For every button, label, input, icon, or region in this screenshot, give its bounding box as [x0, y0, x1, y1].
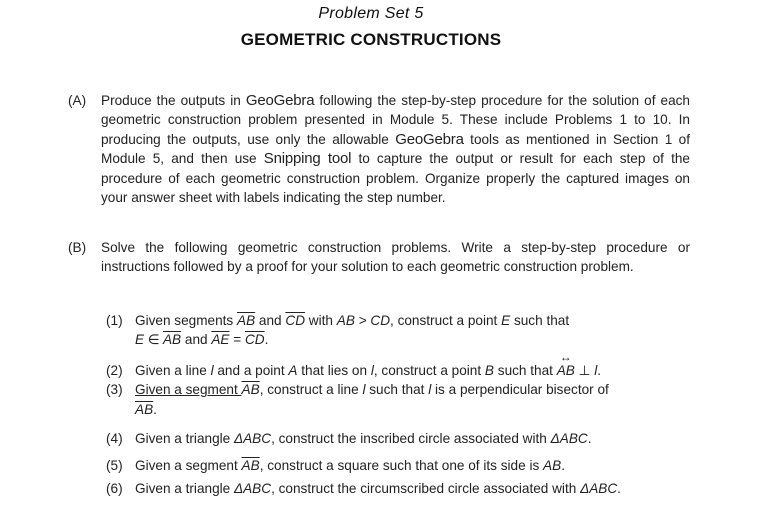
line-l: l [210, 362, 214, 378]
problem-text: Given a triangle [135, 431, 234, 447]
problem-text: . [587, 431, 592, 447]
inequality: AB > CD [336, 313, 391, 328]
problem-text: . [153, 401, 157, 417]
part-b-text: Solve the following geometric construction problems. Write a step-by-step procedure or instructions followed by a proof for your solution to each geometric construction problem. [101, 240, 690, 275]
segment-ab: $\overline{AB}$ [162, 332, 182, 348]
problem-2 [106, 361, 690, 380]
problem-text: that lies on [297, 362, 371, 378]
snipping-tool-brand: Snipping tool [263, 150, 352, 168]
problem-text: . [617, 480, 621, 496]
problem-text: and a point [213, 362, 289, 378]
line-l: l [370, 362, 374, 378]
problem-text: , construct a line [259, 382, 363, 398]
segment-ae: $\overline{AE}$ [211, 332, 230, 348]
problem-text: . [597, 362, 602, 378]
segment-ab: AB [543, 458, 562, 474]
problem-text: such that [510, 313, 570, 328]
segment-ab: $\overline{AB}$ [237, 313, 256, 328]
perpendicular-symbol: ⊥ [574, 362, 595, 378]
problem-text: Given a triangle [135, 480, 234, 496]
triangle-abc: ΔABC [234, 431, 272, 447]
problem-text: such that [365, 382, 429, 398]
problem-text: Given a line [135, 362, 211, 378]
problem-text: is a perpendicular bisector of [431, 382, 609, 398]
problem-3 [106, 380, 690, 419]
problem-text: , construct the circumscribed circle associated with [271, 480, 581, 496]
problem-text: . [561, 458, 565, 474]
triangle-abc: ΔABC [580, 480, 618, 496]
part-a-text-1: Produce the outputs in [101, 93, 246, 108]
problem-text: with [305, 313, 337, 328]
main-title: GEOMETRIC CONSTRUCTIONS [240, 30, 502, 49]
part-a-text [101, 91, 690, 207]
problem-text: , construct the inscribed circle associated with [271, 431, 551, 447]
problem-text: , construct a point [373, 362, 485, 378]
geogebra-brand: GeoGebra [395, 130, 464, 148]
problem-4 [106, 429, 690, 448]
segment-cd: $\overline{CD}$ [285, 313, 306, 328]
problem-number: (1) [106, 313, 123, 328]
geogebra-brand: GeoGebra [245, 92, 315, 109]
problem-text: Given a segment [135, 382, 242, 398]
segment-ab: $\overline{AB}$ [241, 382, 260, 398]
problem-number: (5) [106, 458, 123, 474]
part-a-text-2: following the step-by-step procedure for the solution of each geometric construction problem presented in Module 5. These include Problems 1 to 10. In producing the outputs, use only the allowable [101, 93, 690, 147]
problem-number: (4) [106, 431, 123, 447]
segment-cd: $\overline{CD}$ [244, 332, 265, 348]
problem-text: . [264, 332, 269, 348]
problem-text: Given segments [135, 313, 237, 328]
problem-number: (6) [106, 480, 123, 496]
part-b-label: (B) [68, 240, 87, 255]
problem-number: (3) [106, 382, 123, 398]
line-ab: ↔ AB [557, 361, 575, 380]
triangle-abc: ΔABC [550, 431, 588, 447]
problem-number: (2) [106, 362, 123, 378]
line-l: l [428, 382, 432, 398]
triangle-abc: ΔABC [234, 480, 272, 496]
problem-text: such that [494, 362, 557, 378]
part-a-label: (A) [68, 93, 87, 108]
problem-6 [106, 479, 690, 498]
part-b [68, 238, 690, 277]
problem-text: Given a segment [135, 458, 242, 474]
problem-text: , construct a square such that one of its side is [259, 458, 544, 474]
part-a [68, 91, 690, 207]
problem-5 [106, 456, 690, 475]
part-a-text-3: tools as mentioned in Section 1 of Module 5, and then use [101, 131, 691, 167]
part-a-text-4: to capture the output or result for each step of the procedure of each geometric construction problem. Organize properly the captured images on your answer sheet with labels indicating the step number. [101, 151, 690, 206]
equals: = [229, 332, 245, 348]
point-e: E [501, 313, 511, 328]
segment-ab: $\overline{AB}$ [241, 458, 260, 474]
segment-ab: $\overline{AB}$ [135, 401, 154, 417]
problem-text: and [181, 332, 212, 348]
problem-set-title: Problem Set 5 [318, 5, 424, 22]
problem-text: and [255, 313, 286, 328]
problem-1 [106, 311, 690, 350]
line-l: l [362, 382, 366, 398]
point-a: A [288, 362, 298, 378]
problem-list [106, 311, 690, 498]
membership: E ∈ [135, 332, 163, 348]
line-l: l [594, 362, 598, 378]
problem-text: , construct a point [390, 313, 502, 328]
point-b: B [484, 362, 494, 378]
